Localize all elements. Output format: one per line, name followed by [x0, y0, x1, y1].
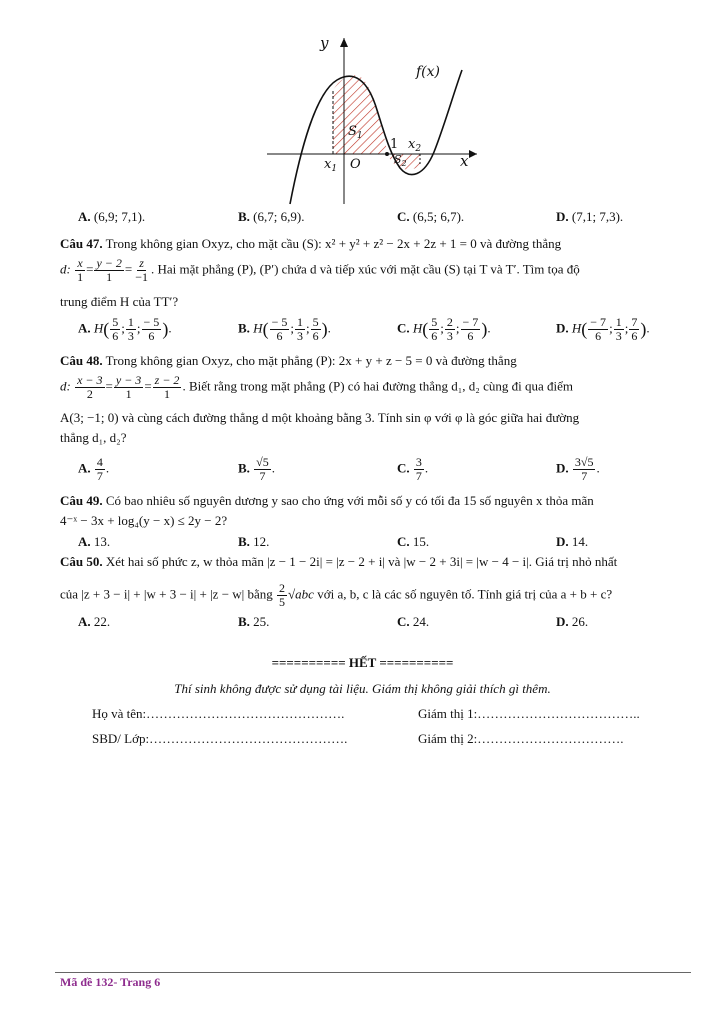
fx-label: f(x)	[416, 64, 441, 80]
footer-divider	[55, 972, 691, 973]
q49-line-1: Câu 49. Có bao nhiêu số nguyên dương y sao cho ứng với mỗi số y có tối đa 15 số nguyên x thỏa mãn	[60, 493, 594, 508]
s1-label: $S_1$	[348, 124, 363, 141]
name-field: Họ và tên:……………………………………….	[92, 706, 345, 721]
q48-line-1: Câu 48. Trong không gian Oxyz, cho mặt phẳng (P): 2x + y + z − 5 = 0 và đường thẳng	[60, 353, 517, 368]
end-separator: ========== HẾT ==========	[271, 655, 454, 670]
q46-option-c[interactable]: C. (6,5; 6,7).	[397, 209, 465, 224]
x1-label: $x_1$	[324, 157, 338, 174]
q48-line-3: A(3; −1; 0) và cùng cách đường thẳng d một khoảng bằng 3. Tính sin φ với φ là góc giữa hai đường	[60, 410, 580, 425]
q48-line-4: thẳng d₁, d₂?	[60, 430, 127, 445]
q47-line-3: trung điểm H của TT′?	[60, 294, 179, 309]
q50-option-c[interactable]: C. 24.	[397, 614, 430, 629]
q49-line-2: 4⁻ˣ − 3x + log₄(y − x) ≤ 2y − 2?	[60, 513, 228, 528]
q48-option-d[interactable]: D. $\frac{3√5}{7}$ .	[556, 455, 600, 483]
root-point	[385, 152, 389, 156]
x-axis-label: x	[460, 152, 469, 170]
q49-option-b[interactable]: B. 12.	[238, 534, 270, 549]
q47-option-d[interactable]: D. H( $\frac{- 7}{6}$ ; $\frac{1}{3}$ ; $\frac{7}{6}$ ).	[556, 315, 650, 343]
q50-line-1: Câu 50. Xét hai số phức z, w thỏa mãn |z − 1 − 2i| = |z − 2 + i| và |w − 2 + 3i| = |w − 4 − i|. Giá trị nhỏ nhất	[60, 554, 618, 569]
s2-label: $S_2$	[394, 153, 407, 168]
q48-option-a[interactable]: A. $\frac{4}{7}$ .	[78, 455, 110, 483]
y-axis-arrow	[340, 38, 348, 47]
q50-line-2: của |z + 3 − i| + |w + 3 − i| + |z − w| bằng $\frac{2}{5}$ √abc với a, b, c là các số nguyên tố. Tính giá trị của a + b + c?	[60, 581, 613, 609]
q47-option-c[interactable]: C. H( $\frac{5}{6}$ ; $\frac{2}{3}$ ; $\frac{- 7}{6}$ ).	[397, 315, 491, 343]
function-graph	[262, 32, 487, 207]
q49-option-d[interactable]: D. 14.	[556, 534, 589, 549]
one-label: 1	[390, 137, 399, 152]
q48-option-c[interactable]: C. $\frac{3}{7}$ .	[397, 455, 429, 483]
q47-option-b[interactable]: B. H( $\frac{- 5}{6}$ ; $\frac{1}{3}$ ; $\frac{5}{6}$ ).	[238, 315, 331, 343]
q47-line-1: Câu 47. Trong không gian Oxyz, cho mặt cầu (S): x² + y² + z² − 2x + 2z + 1 = 0 và đường thẳng	[60, 236, 562, 251]
q50-option-d[interactable]: D. 26.	[556, 614, 589, 629]
proctor2-field: Giám thị 2:…………………………….	[418, 731, 624, 746]
q48-option-b[interactable]: B. $\frac{√5}{7}$ .	[238, 455, 276, 483]
y-axis-label: y	[320, 34, 329, 52]
q46-option-a[interactable]: A. (6,9; 7,1).	[78, 209, 146, 224]
q50-option-b[interactable]: B. 25.	[238, 614, 270, 629]
q50-option-a[interactable]: A. 22.	[78, 614, 111, 629]
exam-note: Thí sinh không được sử dụng tài liệu. Giám thị không giải thích gì thêm.	[174, 681, 551, 696]
page-footer: Mã đề 132- Trang 6	[60, 975, 161, 989]
origin-label: O	[350, 157, 361, 172]
q47-option-a[interactable]: A. H( $\frac{5}{6}$ ; $\frac{1}{3}$ ; $\frac{- 5}{6}$ ).	[78, 315, 172, 343]
class-field: SBD/ Lớp:……………………………………….	[92, 731, 348, 746]
q49-option-c[interactable]: C. 15.	[397, 534, 430, 549]
q46-option-b[interactable]: B. (6,7; 6,9).	[238, 209, 305, 224]
q46-option-d[interactable]: D. (7,1; 7,3).	[556, 209, 624, 224]
proctor1-field: Giám thị 1:………………………………..	[418, 706, 640, 721]
q48-line-2: d: $\frac{x - 3}{2}$ = $\frac{y - 3}{1}$ = $\frac{z - 2}{1}$ . Biết rằng trong mặt phẳng (P) có hai đường thẳng d₁, d₂ cùng đi qua điểm	[60, 373, 573, 401]
x2-label: $x_2$	[408, 137, 422, 154]
q49-option-a[interactable]: A. 13.	[78, 534, 111, 549]
x-axis-arrow	[469, 150, 477, 158]
q47-line-2: d: $\frac{x}{1}$ = $\frac{y - 2}{1}$ = $\frac{z}{-1}$ . Hai mặt phẳng (P), (P′) chứa d và tiếp xúc với mặt cầu (S) tại T và T′. Tìm tọa độ	[60, 256, 580, 284]
